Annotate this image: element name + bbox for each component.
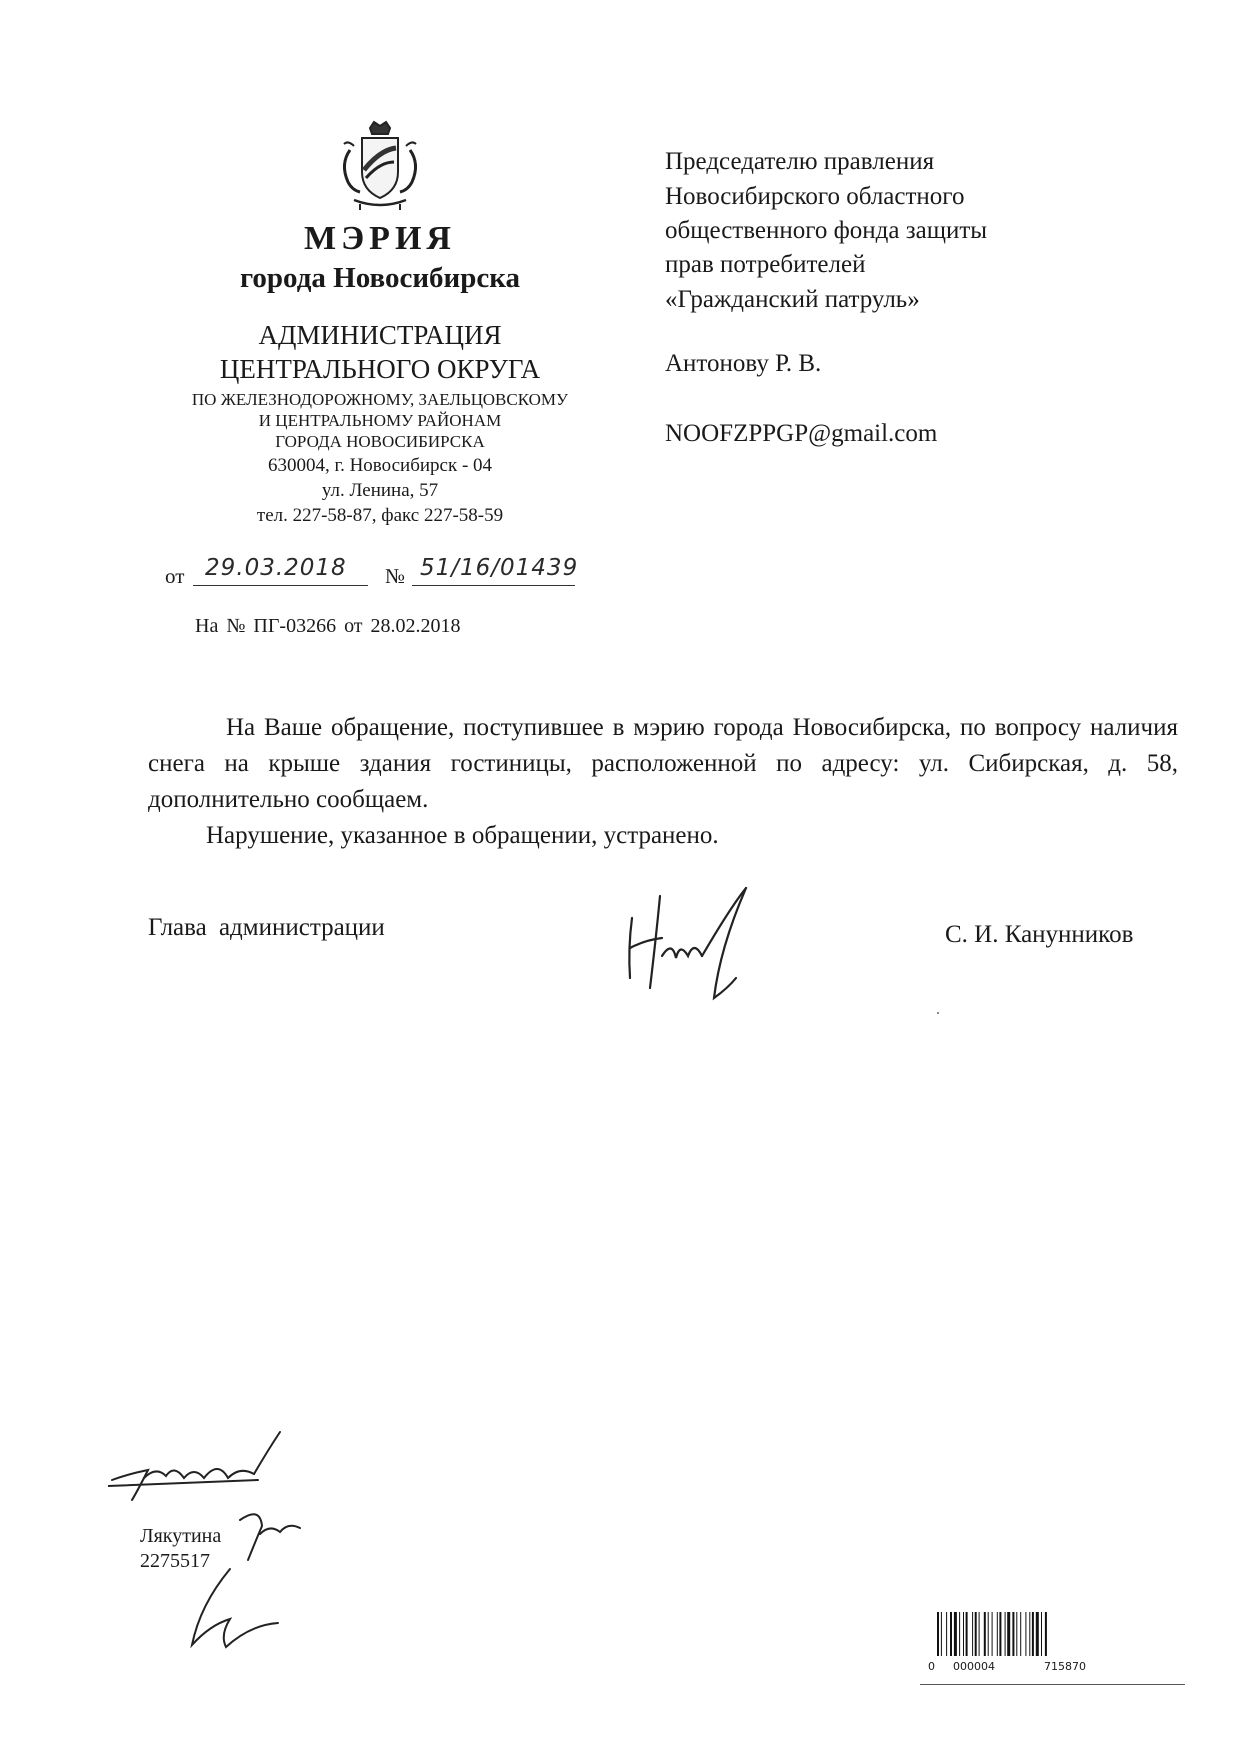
barcode-bar	[1036, 1612, 1039, 1656]
barcode-bar	[1016, 1612, 1017, 1656]
number-underline	[412, 584, 575, 586]
barcode-bar	[946, 1612, 947, 1656]
scan-speck	[937, 1012, 939, 1014]
barcode-bar	[992, 1612, 993, 1656]
addressee-name: Антонову Р. В.	[665, 350, 822, 377]
addressee-line-4: прав потребителей	[665, 251, 866, 278]
executor-mark-signature	[230, 1500, 310, 1570]
addressee-email: NOOFZPPGP@gmail.com	[665, 420, 938, 447]
addressee-line-1: Председателю правления	[665, 148, 935, 175]
barcode-bar	[979, 1612, 980, 1656]
body-paragraph-2: Нарушение, указанное в обращении, устранено.	[206, 822, 719, 849]
postal-address: 630004, г. Новосибирск - 04	[267, 455, 493, 476]
handwritten-signature	[610, 878, 770, 1008]
barcode-digits-right: 715870	[1044, 1660, 1086, 1673]
executor-scribble	[190, 1565, 280, 1655]
reply-reference: На № ПГ-03266 от 28.02.2018	[195, 615, 461, 637]
date-value-handwritten: 29.03.2018	[205, 555, 347, 581]
barcode-bar	[941, 1612, 942, 1656]
barcode-bar	[999, 1612, 1001, 1656]
barcode-bar	[1029, 1612, 1030, 1656]
body-paragraph-1: На Ваше обращение, поступившее в мэрию города Новосибирска, по вопросу наличия снега на крыше здания гостиницы, расположенной по адресу: ул. Сибирская, д. 58, дополнительно сообщаем.	[148, 714, 1178, 813]
addressee-line-2: Новосибирского областного	[665, 183, 965, 210]
barcode-bar	[1005, 1612, 1006, 1656]
barcode-underline	[920, 1683, 1185, 1685]
barcode-bar	[997, 1612, 998, 1656]
barcode-bar	[988, 1612, 989, 1656]
barcode-bar	[937, 1612, 939, 1656]
date-label: от	[165, 564, 185, 588]
executor-initials-signature	[108, 1430, 298, 1510]
districts-line-1: ПО ЖЕЛЕЗНОДОРОЖНОМУ, ЗАЕЛЬЦОВСКОМУ	[191, 390, 569, 409]
executor-name: Лякутина	[140, 1525, 222, 1547]
barcode-digit-left: 0	[928, 1660, 935, 1673]
barcode-bar	[1012, 1612, 1014, 1656]
barcode-bar	[1045, 1612, 1047, 1656]
districts-line-3: ГОРОДА НОВОСИБИРСКА	[275, 432, 485, 451]
barcode-bar	[972, 1612, 973, 1656]
administration-line-2: ЦЕНТРАЛЬНОГО ОКРУГА	[219, 354, 541, 384]
date-underline	[193, 584, 368, 586]
barcode-digits-middle: 000004	[953, 1660, 995, 1673]
letter-body	[148, 710, 1178, 854]
barcode-bar	[950, 1612, 952, 1656]
coat-of-arms-emblem	[330, 120, 430, 212]
number-value-handwritten: 51/16/01439	[420, 555, 579, 581]
barcode-bar	[1025, 1612, 1026, 1656]
executor-phone: 2275517	[140, 1550, 210, 1572]
signatory-title: Глава администрации	[148, 914, 385, 941]
barcode-bar	[1020, 1612, 1021, 1656]
phone-fax: тел. 227-58-87, факс 227-58-59	[256, 505, 504, 526]
barcode-bar	[1032, 1612, 1034, 1656]
barcode-bar	[984, 1612, 986, 1656]
mayoralty-title: МЭРИЯ	[304, 220, 456, 257]
barcode-bar	[975, 1612, 977, 1656]
addressee-line-5: «Гражданский патруль»	[665, 286, 920, 313]
number-label: №	[385, 564, 406, 588]
districts-line-2: И ЦЕНТРАЛЬНОМУ РАЙОНАМ	[258, 411, 502, 430]
barcode-bar	[1007, 1612, 1010, 1656]
barcode-bar	[959, 1612, 960, 1656]
street-address: ул. Ленина, 57	[321, 480, 439, 501]
barcode-bar	[954, 1612, 957, 1656]
barcode-bar	[963, 1612, 964, 1656]
addressee-line-3: общественного фонда защиты	[665, 217, 988, 244]
barcode-bar	[966, 1612, 968, 1656]
administration-line-1: АДМИНИСТРАЦИЯ	[258, 320, 502, 350]
city-subtitle: города Новосибирска	[239, 262, 521, 294]
barcode-bar	[1041, 1612, 1042, 1656]
signatory-name: С. И. Канунников	[945, 921, 1134, 948]
